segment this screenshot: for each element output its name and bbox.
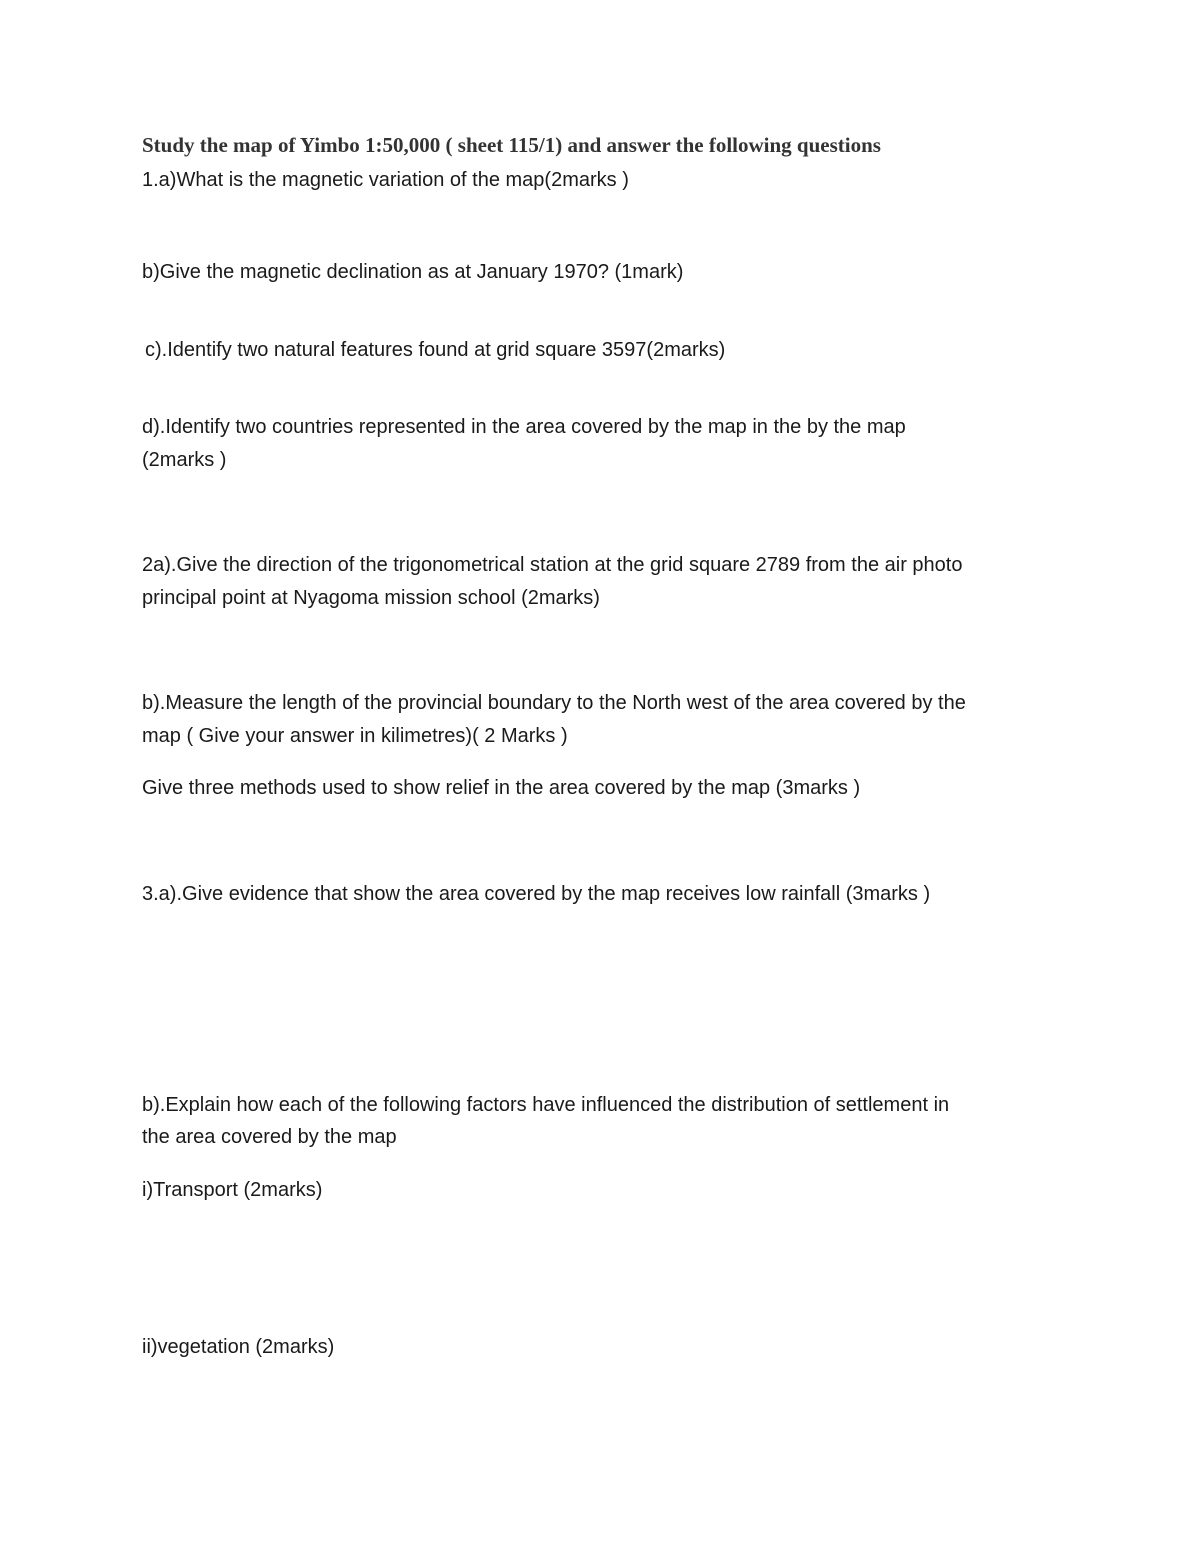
page-title: Study the map of Yimbo 1:50,000 ( sheet 115/1) and answer the following questions [142, 133, 881, 157]
question-2b-line-2: map ( Give your answer in kilimetres)( 2 Marks ) [142, 725, 568, 747]
question-1a: 1.a)What is the magnetic variation of the map(2marks ) [142, 169, 629, 191]
question-1d-line-2: (2marks ) [142, 449, 227, 471]
question-3b-line-2: the area covered by the map [142, 1126, 397, 1148]
question-2a-line-1: 2a).Give the direction of the trigonometrical station at the grid square 2789 from the air photo [142, 554, 963, 576]
question-1b: b)Give the magnetic declination as at January 1970? (1mark) [142, 261, 684, 283]
question-2a-line-2: principal point at Nyagoma mission school (2marks) [142, 587, 600, 609]
question-3b-ii: ii)vegetation (2marks) [142, 1336, 335, 1358]
question-1d-line-1: d).Identify two countries represented in the area covered by the map in the by the map [142, 416, 906, 438]
question-3a: 3.a).Give evidence that show the area covered by the map receives low rainfall (3marks ) [142, 883, 931, 905]
question-relief-methods: Give three methods used to show relief in the area covered by the map (3marks ) [142, 777, 861, 799]
question-3b-line-1: b).Explain how each of the following factors have influenced the distribution of settlement in [142, 1094, 950, 1116]
question-1c: c).Identify two natural features found at grid square 3597(2marks) [145, 339, 726, 361]
question-3b-i: i)Transport (2marks) [142, 1179, 323, 1201]
question-2b-line-1: b).Measure the length of the provincial boundary to the North west of the area covered by the [142, 692, 966, 714]
